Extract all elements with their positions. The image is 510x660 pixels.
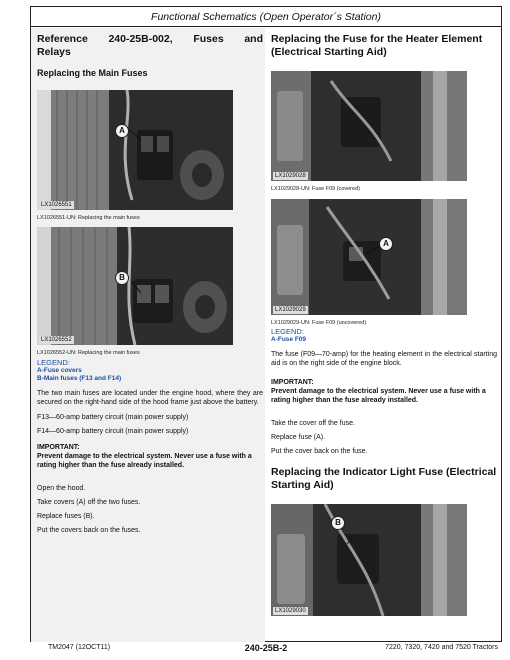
- photo-caption: LX1026551-UN: Replacing the main fuses: [37, 215, 140, 221]
- photo-main-fuses-1-graphic: [37, 90, 233, 210]
- section-title-heater-fuse: Replacing the Fuse for the Heater Element (Electrical Starting Aid): [271, 33, 483, 58]
- fuse-f14-note: F14—60-amp battery circuit (main power supply): [37, 428, 189, 435]
- legend-label: LEGEND:: [271, 327, 304, 336]
- step-4: Put the covers back on the fuses.: [37, 527, 141, 534]
- photo-id-label: LX1029028: [275, 173, 306, 179]
- callout-b: B: [331, 516, 345, 530]
- callout-a: A: [379, 237, 393, 251]
- fuse-f13-note: F13—60-amp battery circuit (main power supply): [37, 414, 189, 421]
- body-paragraph: The two main fuses are located under the engine hood, where they are secured on the right-hand side of the hood frame just above the battery.: [37, 390, 263, 406]
- legend-item-b: B-Main fuses (F13 and F14): [37, 375, 122, 382]
- step-3: Replace fuses (B).: [37, 513, 95, 520]
- left-column: [37, 33, 263, 535]
- photo-main-fuses-1: [37, 90, 233, 210]
- legend-item-a: A-Fuse F09: [271, 336, 307, 343]
- subsection-title: Replacing the Main Fuses: [37, 68, 148, 78]
- photo-main-fuses-2: [37, 227, 233, 345]
- step-1: Take the cover off the fuse.: [271, 420, 355, 427]
- photo-fuse-f09-uncovered-graphic: [271, 199, 467, 315]
- photo-main-fuses-2-graphic: [37, 227, 233, 345]
- photo-fuse-f09-uncovered: [271, 199, 467, 315]
- important-heading: IMPORTANT:: [271, 379, 314, 386]
- photo-caption: LX1026552-UN: Replacing the main fuses: [37, 350, 140, 356]
- footer-model-list: 7220, 7320, 7420 and 7520 Tractors: [385, 644, 498, 651]
- photo-indicator-fuse: [271, 504, 467, 616]
- page-frame: [30, 6, 502, 642]
- step-2: Take covers (A) off the two fuses.: [37, 499, 141, 506]
- footer-doc-id: TM2047 (12OCT11): [48, 644, 111, 651]
- step-3: Put the cover back on the fuse.: [271, 448, 368, 455]
- footer-page-number: 240-25B-2: [244, 643, 288, 653]
- photo-fuse-f09-covered-graphic: [271, 71, 467, 181]
- page-header: Functional Schematics (Open Operator´s Station): [31, 7, 501, 27]
- legend-item-a: A-Fuse covers: [37, 367, 82, 374]
- photo-id-label: LX1026551: [41, 202, 72, 208]
- legend-label: LEGEND:: [37, 358, 70, 367]
- photo-id-label: LX1029029: [275, 307, 306, 313]
- callout-b: B: [115, 271, 129, 285]
- section-title: Reference 240-25B-002, Fuses and Relays: [37, 33, 263, 58]
- photo-caption: LX1029028-UN: Fuse F09 (covered): [271, 186, 360, 192]
- important-heading: IMPORTANT:: [37, 444, 80, 451]
- right-column: [271, 33, 497, 616]
- step-2: Replace fuse (A).: [271, 434, 326, 441]
- important-text: Prevent damage to the electrical system. Never use a fuse with a rating higher than the fuse already installed.: [271, 388, 486, 404]
- photo-fuse-f09-covered: [271, 71, 467, 181]
- step-1: Open the hood.: [37, 485, 86, 492]
- callout-a: A: [115, 124, 129, 138]
- photo-id-label: LX1026552: [41, 337, 72, 343]
- section-title-indicator-fuse: Replacing the Indicator Light Fuse (Electrical Starting Aid): [271, 466, 497, 491]
- photo-id-label: LX1029030: [275, 608, 306, 614]
- body-paragraph: The fuse (F09—70-amp) for the heating element in the electrical starting aid is on the right side of the engine block.: [271, 351, 497, 367]
- photo-indicator-fuse-graphic: [271, 504, 467, 616]
- photo-caption: LX1029029-UN: Fuse F09 (uncovered): [271, 320, 367, 326]
- important-text: Prevent damage to the electrical system. Never use a fuse with a rating higher than the fuse already installed.: [37, 453, 252, 469]
